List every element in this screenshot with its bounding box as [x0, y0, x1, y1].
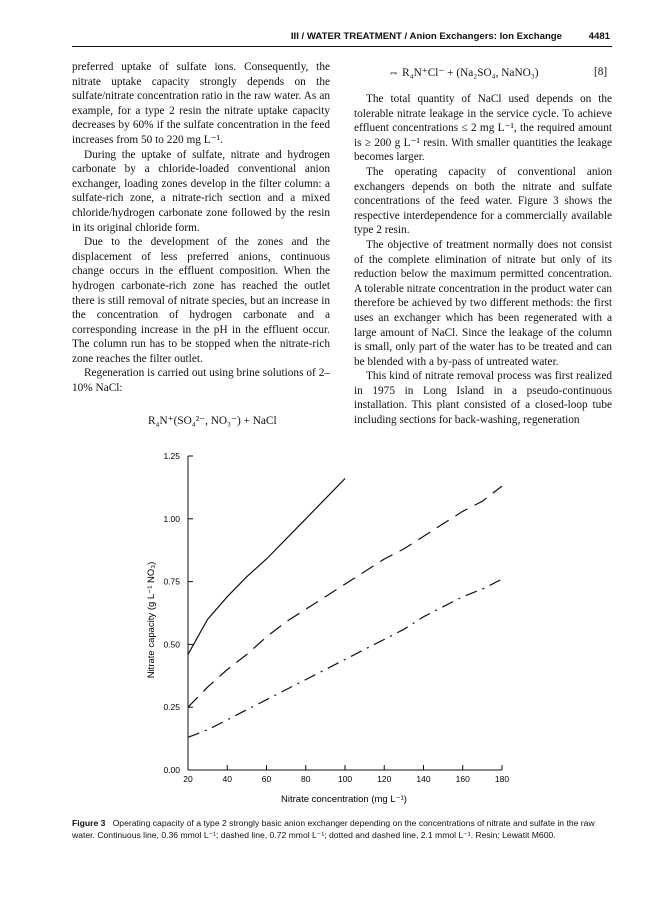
x-tick-label: 160: [455, 774, 470, 784]
y-tick-label: 0.00: [163, 765, 180, 775]
left-column: [72, 60, 330, 396]
y-tick-label: 0.75: [163, 576, 180, 587]
right-paragraph-1: The total quantity of NaCl used depends on the tolerable nitrate leakage in the service cycle. To achieve effluent concentrations ≤ 2 mg L⁻¹, the required amount is ≥ 200 g L⁻¹ resin. With smaller quantities the leakage becomes larger.: [354, 93, 612, 164]
x-tick-label: 20: [183, 774, 193, 784]
left-paragraph-1: preferred uptake of sulfate ions. Consequently, the nitrate uptake capacity strongly depends on the sulfate/nitrate concentration ratio in the raw water. As an example, for a type 2 resin the nitrate uptake capacity decreases by 60% if the sulfate concentration in the feed increases from 50 to 220 mg L⁻¹.: [72, 61, 330, 146]
x-tick-label: 180: [494, 774, 510, 784]
series-line-dashdot: [188, 579, 502, 737]
y-tick-label: 1.00: [163, 513, 180, 524]
left-paragraph-4: Regeneration is carried out using brine solutions of 2–10% NaCl:: [72, 367, 330, 395]
x-tick-label: 40: [222, 774, 232, 784]
equation-number: [8]: [594, 66, 608, 78]
chart-svg: [140, 448, 520, 808]
right-paragraph-3: The objective of treatment normally does not consist of the complete elimination of nitrate but only of its reduction below the maximum permitted concentration. A tolerable nitrate concentration in the product water can therefore be achieved by two different methods: the first uses an exchanger which has been regenerated with a large amount of NaCl. Since the leakage of the column is small, only part of the water has to be treated and can be blended with a by-pass of untreated water.: [354, 238, 612, 368]
left-paragraph-2: During the uptake of sulfate, nitrate and hydrogen carbonate by a chloride-loaded conventional anion exchanger, loading zones develop in the filter column: a sulfate-rich zone, a nitrate-rich section and a mixed chloride/hydrogen carbonate zone followed by the resin in its original chloride form.: [72, 148, 330, 234]
x-tick-label: 100: [337, 774, 353, 784]
equation-right: ⇔ R₄N⁺Cl⁻ + (Na₂SO₄, NaNO₃): [388, 67, 539, 79]
equation-left: R₄N⁺(SO₄²⁻, NO₃⁻) + NaCl: [148, 415, 277, 427]
caption-label: Figure 3: [72, 818, 106, 828]
right-paragraph-2: The operating capacity of conventional anion exchangers depends on both the nitrate and sulfate concentrations of the feed water. Figure 3 shows the respective interdependence for a commercially available type 2 resin.: [354, 165, 612, 237]
left-paragraph-3: Due to the development of the zones and the displacement of less preferred anions, continuous change occurs in the effluent composition. When the hydrogen carbonate-rich zone has reached the outlet there is still removal of nitrate species, but an increase in the concentration of hydrogen carbonate and a corresponding increase in the pH in the effluent occur. The column run has to be stopped when the nitrate-rich zone reaches the filter outlet.: [72, 236, 330, 365]
x-tick-label: 140: [416, 774, 431, 784]
y-tick-label: 1.25: [163, 451, 180, 461]
x-tick-label: 60: [261, 774, 272, 784]
right-paragraph-4: This kind of nitrate removal process was first realized in 1975 in Long Island in a pseudo-continuous installation. This plant consisted of a closed-loop tube including sections for back-washing, regeneration: [354, 370, 612, 427]
chart-ylabel: Nitrate capacity (g L⁻¹ NO₃): [146, 561, 157, 679]
running-header: [72, 28, 612, 47]
header-title: III / WATER TREATMENT / Anion Exchangers: Ion Exchange: [290, 31, 562, 42]
x-tick-label: 80: [301, 774, 311, 784]
right-column: [354, 92, 612, 428]
caption-text: Operating capacity of a type 2 strongly basic anion exchanger depending on the concentrations of nitrate and sulfate in the raw water. Continuous line, 0.36 mmol L⁻¹; dashed line, 0.72 mmol L⁻¹; dotted and dashed line, 2.1 mmol L⁻¹. Resin: Lewatit M600.: [72, 818, 595, 840]
series-line-dashed: [188, 486, 502, 707]
y-tick-label: 0.25: [163, 702, 180, 713]
x-tick-label: 120: [377, 774, 392, 784]
series-line-solid: [188, 479, 345, 655]
figure-caption: [72, 817, 612, 841]
y-tick-label: 0.50: [163, 639, 180, 650]
chart-xlabel: Nitrate concentration (mg L⁻¹): [281, 794, 407, 805]
figure-3-chart: [140, 448, 520, 813]
page-number: 4481: [588, 31, 610, 42]
